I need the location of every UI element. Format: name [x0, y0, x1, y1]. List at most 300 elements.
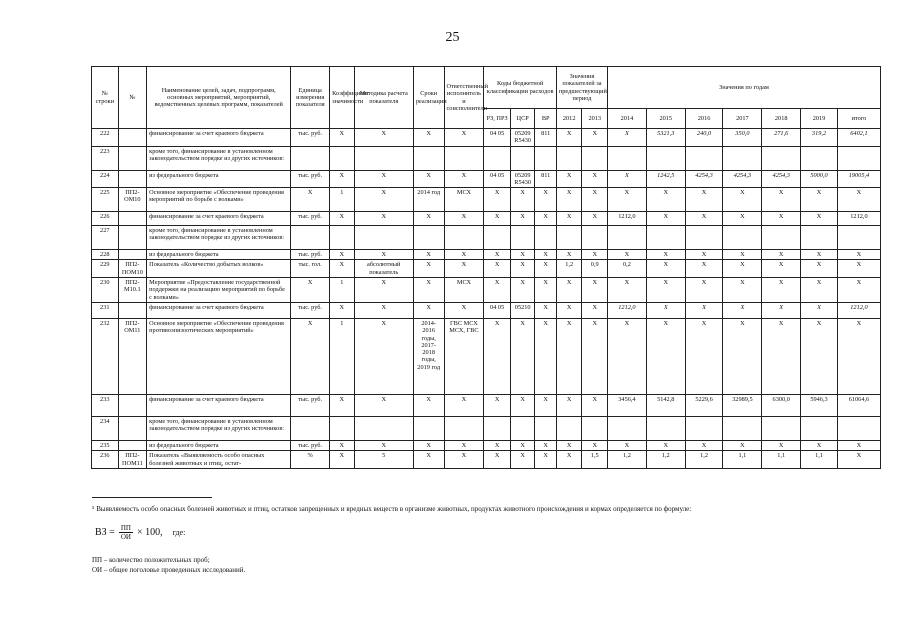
header-coef: Коэффициент значимости — [330, 67, 355, 129]
row-vr: Х — [535, 302, 556, 318]
row-resp: ГВС МСХ МСХ, ГВС — [444, 318, 484, 394]
row-term: Х — [413, 212, 444, 226]
row-year-value: 61064,6 — [837, 394, 880, 416]
row-resp: Х — [444, 250, 484, 260]
row-year-value: 1,1 — [801, 451, 838, 469]
row-csr: Х — [510, 440, 535, 450]
footnote-def-oi: ОИ – общее поголовье проведенных исследований. — [92, 566, 246, 574]
row-csr: 05209 R5430 — [510, 170, 535, 188]
row-coef: Х — [330, 260, 355, 278]
row-year-value: Х — [646, 250, 685, 260]
header-year-0: 2014 — [608, 109, 647, 129]
row-year-value: 4254,3 — [723, 170, 762, 188]
row-year-value: 1,1 — [723, 451, 762, 469]
table-row — [92, 394, 881, 416]
row-year-value: Х — [608, 170, 647, 188]
row-year-value: Х — [837, 278, 880, 303]
header-term: Сроки реализации — [413, 67, 444, 129]
row-year-value — [608, 146, 647, 170]
row-number: 226 — [92, 212, 119, 226]
row-term — [413, 416, 444, 440]
row-year-value — [608, 226, 647, 250]
row-code — [118, 394, 147, 416]
row-year-value: Х — [685, 440, 723, 450]
row-year-value: Х — [646, 440, 685, 450]
row-2012: Х — [556, 318, 582, 394]
row-2012: Х — [556, 170, 582, 188]
row-2013: Х — [582, 318, 608, 394]
row-unit: тыс. гол. — [291, 260, 330, 278]
row-year-value: Х — [762, 250, 801, 260]
row-method: 5 — [354, 451, 413, 469]
row-year-value: Х — [685, 260, 723, 278]
row-method: Х — [354, 212, 413, 226]
indicator-table — [91, 66, 881, 469]
table-row — [92, 451, 881, 469]
row-vr: Х — [535, 250, 556, 260]
row-resp: Х — [444, 129, 484, 147]
row-csr: Х — [510, 260, 535, 278]
row-number: 235 — [92, 440, 119, 450]
header-no: № — [118, 67, 147, 129]
row-name: кроме того, финансирование в установленном законодательством порядке из других источников: — [147, 416, 291, 440]
row-rz: Х — [484, 278, 511, 303]
row-rz — [484, 416, 511, 440]
row-term: Х — [413, 250, 444, 260]
row-code — [118, 250, 147, 260]
table-row — [92, 416, 881, 440]
row-resp: МСХ — [444, 278, 484, 303]
row-2013: Х — [582, 302, 608, 318]
row-year-value: Х — [762, 278, 801, 303]
row-rz: Х — [484, 394, 511, 416]
row-year-value: 1242,5 — [646, 170, 685, 188]
row-resp: Х — [444, 302, 484, 318]
row-year-value: Х — [762, 188, 801, 212]
header-code-1: ЦСР — [510, 109, 535, 129]
page-number: 25 — [445, 30, 460, 45]
row-code: ПП2-ОМ10 — [118, 188, 147, 212]
row-term: Х — [413, 394, 444, 416]
row-year-value: Х — [608, 440, 647, 450]
row-name: Показатель «Выявляемость особо опасных болезней животных и птиц, остат- — [147, 451, 291, 469]
row-number: 228 — [92, 250, 119, 260]
row-unit — [291, 416, 330, 440]
row-code: ПП2-М10.1 — [118, 278, 147, 303]
row-year-value: Х — [801, 318, 838, 394]
formula-rhs: × 100, — [136, 527, 163, 538]
row-year-value: Х — [801, 250, 838, 260]
row-year-value: 32989,5 — [723, 394, 762, 416]
table-row — [92, 318, 881, 394]
row-year-value: Х — [723, 278, 762, 303]
row-code — [118, 212, 147, 226]
row-unit: тыс. руб. — [291, 440, 330, 450]
row-2013: 1,5 — [582, 451, 608, 469]
row-unit: Х — [291, 188, 330, 212]
row-unit — [291, 146, 330, 170]
row-csr: Х — [510, 212, 535, 226]
row-number: 233 — [92, 394, 119, 416]
row-year-value: Х — [801, 302, 838, 318]
row-year-value: Х — [762, 302, 801, 318]
row-2012 — [556, 226, 582, 250]
row-year-value: Х — [646, 188, 685, 212]
row-year-value: Х — [685, 302, 723, 318]
row-term: Х — [413, 129, 444, 147]
table-row — [92, 170, 881, 188]
row-csr: Х — [510, 451, 535, 469]
row-code — [118, 302, 147, 318]
row-year-value: Х — [685, 318, 723, 394]
row-year-value: Х — [608, 129, 647, 147]
row-name: из федерального бюджета — [147, 250, 291, 260]
header-resp: Ответственный исполнитель и соисполнители — [444, 67, 484, 129]
row-year-value: 1212,0 — [837, 302, 880, 318]
row-term: Х — [413, 278, 444, 303]
formula-fraction — [119, 524, 133, 541]
row-number: 222 — [92, 129, 119, 147]
row-csr: Х — [510, 394, 535, 416]
row-year-value: 4254,3 — [762, 170, 801, 188]
row-vr: Х — [535, 394, 556, 416]
row-resp: Х — [444, 394, 484, 416]
formula-denominator: ОИ — [120, 533, 131, 541]
row-term: Х — [413, 260, 444, 278]
row-number: 225 — [92, 188, 119, 212]
row-method — [354, 416, 413, 440]
row-year-value — [685, 146, 723, 170]
row-2013 — [582, 416, 608, 440]
row-year-value — [762, 146, 801, 170]
row-number: 224 — [92, 170, 119, 188]
row-term: Х — [413, 170, 444, 188]
row-year-value — [801, 416, 838, 440]
row-unit: тыс. руб. — [291, 212, 330, 226]
row-year-value: 1212,0 — [608, 212, 647, 226]
row-2013: Х — [582, 394, 608, 416]
header-year-5: 2019 — [801, 109, 838, 129]
row-csr: 05210 — [510, 302, 535, 318]
formula-lhs: ВЗ = — [95, 527, 115, 538]
header-code-2: ВР — [535, 109, 556, 129]
row-year-value: 271,6 — [762, 129, 801, 147]
row-2012: Х — [556, 129, 582, 147]
table-row — [92, 226, 881, 250]
row-resp: Х — [444, 260, 484, 278]
row-term: Х — [413, 440, 444, 450]
table-row — [92, 302, 881, 318]
row-coef: Х — [330, 170, 355, 188]
table-row — [92, 260, 881, 278]
row-code: ПП2-ПОМ10 — [118, 260, 147, 278]
row-coef: 1 — [330, 318, 355, 394]
row-csr: Х — [510, 250, 535, 260]
row-name: кроме того, финансирование в установленном законодательством порядке из других источников: — [147, 146, 291, 170]
row-year-value: Х — [801, 440, 838, 450]
row-code — [118, 226, 147, 250]
row-year-value: Х — [762, 212, 801, 226]
row-2013: Х — [582, 129, 608, 147]
row-vr: Х — [535, 440, 556, 450]
row-code — [118, 146, 147, 170]
row-2013: Х — [582, 440, 608, 450]
row-year-value: 240,0 — [685, 129, 723, 147]
row-unit: тыс. руб. — [291, 170, 330, 188]
row-year-value: Х — [608, 188, 647, 212]
row-2013 — [582, 226, 608, 250]
row-year-value: Х — [723, 250, 762, 260]
row-coef: 1 — [330, 278, 355, 303]
row-name: финансирование за счет краевого бюджета — [147, 129, 291, 147]
row-resp: Х — [444, 440, 484, 450]
row-method: Х — [354, 302, 413, 318]
row-vr — [535, 416, 556, 440]
row-rz: Х — [484, 260, 511, 278]
row-year-value — [837, 226, 880, 250]
header-method: Методика расчета показателя — [354, 67, 413, 129]
row-year-value: Х — [646, 302, 685, 318]
row-2012: Х — [556, 278, 582, 303]
row-rz: Х — [484, 212, 511, 226]
row-year-value: Х — [801, 188, 838, 212]
header-prev-1: 2013 — [582, 109, 608, 129]
row-rz: 04 05 — [484, 170, 511, 188]
row-year-value: Х — [608, 318, 647, 394]
row-2013 — [582, 146, 608, 170]
row-name: финансирование за счет краевого бюджета — [147, 394, 291, 416]
row-code — [118, 129, 147, 147]
row-coef: Х — [330, 250, 355, 260]
row-year-value: 1,1 — [762, 451, 801, 469]
row-name: финансирование за счет краевого бюджета — [147, 212, 291, 226]
row-name: финансирование за счет краевого бюджета — [147, 302, 291, 318]
row-year-value — [723, 416, 762, 440]
row-2013: Х — [582, 250, 608, 260]
header-year-4: 2018 — [762, 109, 801, 129]
row-vr: Х — [535, 188, 556, 212]
footnote-text: ⁵ Выявляемость особо опасных болезней животных и птиц, остатков запрещенных и вредных веществ в организме животных, продуктах животного происхождения и кормах определяется по формуле: — [92, 505, 692, 513]
row-year-value: 350,0 — [723, 129, 762, 147]
row-method — [354, 226, 413, 250]
row-2013: Х — [582, 188, 608, 212]
row-year-value: Х — [646, 318, 685, 394]
row-year-value: 3456,4 — [608, 394, 647, 416]
row-resp: Х — [444, 212, 484, 226]
header-year-6: итого — [837, 109, 880, 129]
row-year-value: 319,2 — [801, 129, 838, 147]
row-coef: Х — [330, 394, 355, 416]
row-year-value — [801, 226, 838, 250]
row-name: Показатель «Количество добытых волков» — [147, 260, 291, 278]
table-row — [92, 278, 881, 303]
row-unit: Х — [291, 278, 330, 303]
row-method: Х — [354, 394, 413, 416]
table-row — [92, 250, 881, 260]
row-name: из федерального бюджета — [147, 170, 291, 188]
row-vr: 811 — [535, 129, 556, 147]
row-year-value: Х — [837, 318, 880, 394]
row-rz: Х — [484, 440, 511, 450]
row-coef: 1 — [330, 188, 355, 212]
footnote-divider — [92, 497, 212, 498]
table-row — [92, 440, 881, 450]
header-code-0: РЗ, ПРЗ — [484, 109, 511, 129]
row-2012 — [556, 146, 582, 170]
row-year-value: Х — [608, 278, 647, 303]
row-csr: Х — [510, 188, 535, 212]
row-2012: 1,2 — [556, 260, 582, 278]
row-rz: Х — [484, 250, 511, 260]
row-year-value — [646, 226, 685, 250]
row-2013: Х — [582, 278, 608, 303]
row-rz — [484, 146, 511, 170]
row-unit: тыс. руб. — [291, 129, 330, 147]
row-year-value: 5229,6 — [685, 394, 723, 416]
row-resp: Х — [444, 170, 484, 188]
row-method — [354, 146, 413, 170]
row-number: 236 — [92, 451, 119, 469]
row-number: 232 — [92, 318, 119, 394]
row-year-value — [685, 226, 723, 250]
table-row — [92, 188, 881, 212]
row-coef: Х — [330, 440, 355, 450]
row-year-value: 0,2 — [608, 260, 647, 278]
row-year-value: Х — [723, 440, 762, 450]
row-year-value: Х — [723, 318, 762, 394]
row-year-value: Х — [837, 440, 880, 450]
row-method: Х — [354, 440, 413, 450]
row-year-value: Х — [685, 188, 723, 212]
row-code: ПП2-ОМ11 — [118, 318, 147, 394]
row-term — [413, 146, 444, 170]
row-resp — [444, 146, 484, 170]
row-csr — [510, 226, 535, 250]
row-number: 229 — [92, 260, 119, 278]
row-coef — [330, 226, 355, 250]
row-resp: МСХ — [444, 188, 484, 212]
row-year-value: 5142,8 — [646, 394, 685, 416]
formula — [95, 524, 185, 541]
table-row — [92, 212, 881, 226]
row-unit: тыс. руб. — [291, 394, 330, 416]
row-2013: 0,9 — [582, 260, 608, 278]
row-vr: Х — [535, 451, 556, 469]
header-year-2: 2016 — [685, 109, 723, 129]
row-year-value — [685, 416, 723, 440]
row-term — [413, 226, 444, 250]
row-year-value: Х — [837, 188, 880, 212]
row-year-value: 1212,0 — [608, 302, 647, 318]
row-coef: Х — [330, 451, 355, 469]
row-year-value: Х — [646, 278, 685, 303]
row-unit — [291, 226, 330, 250]
row-vr — [535, 226, 556, 250]
row-year-value: 6402,1 — [837, 129, 880, 147]
row-year-value: 5321,3 — [646, 129, 685, 147]
row-year-value — [608, 416, 647, 440]
row-method: Х — [354, 188, 413, 212]
row-year-value: Х — [723, 260, 762, 278]
row-2012: Х — [556, 394, 582, 416]
row-year-value: Х — [646, 260, 685, 278]
row-rz — [484, 226, 511, 250]
row-year-value: Х — [762, 440, 801, 450]
row-number: 227 — [92, 226, 119, 250]
header-row-no: № строки — [92, 67, 119, 129]
row-rz: 04 05 — [484, 129, 511, 147]
row-term: 2014 год — [413, 188, 444, 212]
row-year-value: Х — [685, 278, 723, 303]
row-unit: % — [291, 451, 330, 469]
row-year-value: Х — [837, 451, 880, 469]
row-coef: Х — [330, 302, 355, 318]
row-csr — [510, 416, 535, 440]
row-year-value: Х — [723, 188, 762, 212]
row-rz: Х — [484, 451, 511, 469]
row-code — [118, 416, 147, 440]
row-csr — [510, 146, 535, 170]
header-values: Значения по годам — [608, 67, 881, 109]
row-rz: Х — [484, 188, 511, 212]
row-coef — [330, 146, 355, 170]
row-code: ПП2-ПОМ11 — [118, 451, 147, 469]
row-vr — [535, 146, 556, 170]
row-2012: Х — [556, 250, 582, 260]
row-number: 230 — [92, 278, 119, 303]
row-year-value: 4254,3 — [685, 170, 723, 188]
row-resp — [444, 416, 484, 440]
row-2013: Х — [582, 212, 608, 226]
header-unit: Единица измерения показателя — [291, 67, 330, 129]
row-year-value — [723, 226, 762, 250]
row-name: Основное мероприятие «Обеспечение проведения мероприятий по борьбе с волками» — [147, 188, 291, 212]
header-year-3: 2017 — [723, 109, 762, 129]
row-resp — [444, 226, 484, 250]
row-year-value: Х — [723, 212, 762, 226]
row-method: Х — [354, 278, 413, 303]
row-year-value: Х — [685, 212, 723, 226]
row-csr: 05209 R5430 — [510, 129, 535, 147]
row-year-value: Х — [837, 250, 880, 260]
row-2012: Х — [556, 451, 582, 469]
footnote-def-pp: ПП – количество положительных проб; — [92, 556, 210, 564]
row-year-value: 1,2 — [646, 451, 685, 469]
row-unit: тыс. руб. — [291, 302, 330, 318]
row-vr: 811 — [535, 170, 556, 188]
row-year-value: 1,2 — [608, 451, 647, 469]
row-year-value — [762, 416, 801, 440]
row-2012 — [556, 416, 582, 440]
row-2012: Х — [556, 440, 582, 450]
table-row — [92, 129, 881, 147]
header-year-1: 2015 — [646, 109, 685, 129]
row-method: абсолютный показатель — [354, 260, 413, 278]
row-year-value: 6300,0 — [762, 394, 801, 416]
row-year-value — [801, 146, 838, 170]
row-method: Х — [354, 129, 413, 147]
row-vr: Х — [535, 260, 556, 278]
row-year-value — [762, 226, 801, 250]
row-csr: Х — [510, 318, 535, 394]
row-number: 223 — [92, 146, 119, 170]
row-resp: Х — [444, 451, 484, 469]
row-name: кроме того, финансирование в установленном законодательством порядке из других источников: — [147, 226, 291, 250]
row-year-value: 1,2 — [685, 451, 723, 469]
row-name: Мероприятие «Предоставление государственной поддержки на реализацию мероприятий по борьбе с волками» — [147, 278, 291, 303]
row-year-value: 5000,0 — [801, 170, 838, 188]
row-method: Х — [354, 250, 413, 260]
